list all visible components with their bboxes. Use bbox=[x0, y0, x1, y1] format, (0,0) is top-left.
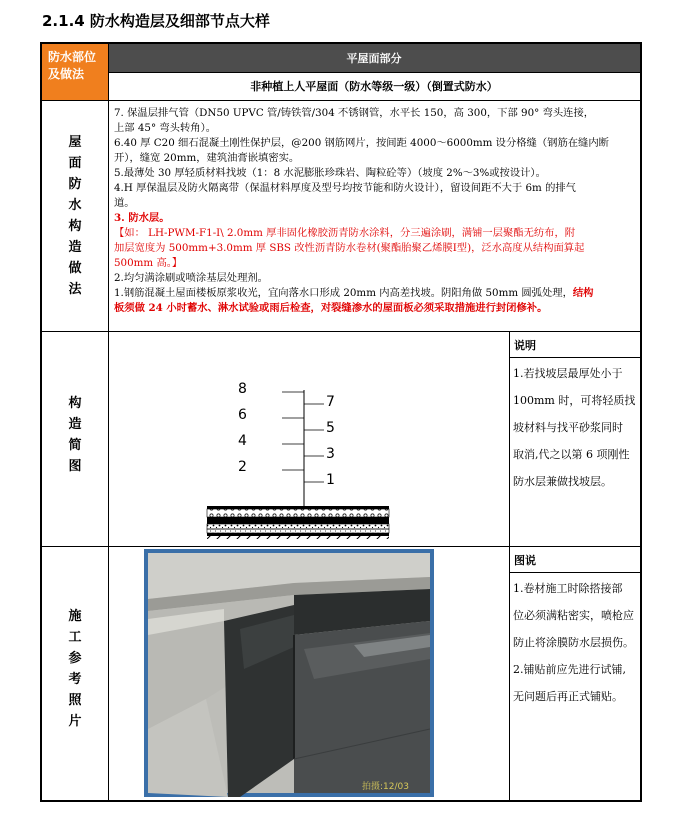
method-item-2: 2.均匀满涂刷或喷涂基层处理剂。 bbox=[114, 272, 268, 284]
note-title: 说明 bbox=[514, 339, 536, 352]
detail-table bbox=[40, 42, 642, 802]
method-item-1: 1.钢筋混凝土屋面楼板原浆收光，宜向落水口形成 20mm 内高差找坡。阴阳角做 50mm 圆弧处理，结构 bbox=[114, 287, 594, 299]
photo-date-stamp: 拍摄:12/03 bbox=[362, 782, 409, 792]
roof-type-subtitle bbox=[108, 72, 640, 100]
caption-title-underline bbox=[509, 572, 640, 573]
row-divider-subtitle bbox=[108, 72, 640, 73]
section-title-bar bbox=[108, 44, 640, 72]
diagram-label-5: 5 bbox=[326, 420, 335, 436]
method-item-7: 7. 保温层排气管（DN50 UPVC 管/铸铁管/304 不锈钢管，水平长 150，高 300，下部 90° 弯头连接， bbox=[114, 107, 595, 119]
note-title-underline bbox=[509, 357, 640, 358]
diagram-label-1: 1 bbox=[326, 472, 335, 488]
diagram-label-7: 7 bbox=[326, 394, 335, 410]
diagram-label-3: 3 bbox=[326, 446, 335, 462]
header-corner-cell bbox=[42, 44, 108, 100]
note-body: 1.若找坡层最厚处小于 100mm 时，可将轻质找 坡材料与找平砂浆同时 取消,代之以第 6 项刚性 防水层兼做找坡层。 bbox=[513, 367, 636, 488]
method-item-3-example-cont: 加层宽度为 500mm+3.0mm 厚 SBS 改性沥青防水卷材(聚酯胎聚乙烯膜Ⅰ型)，泛水高度从结构面算起 bbox=[114, 242, 585, 254]
construction-reference-photo bbox=[144, 549, 434, 797]
construction-method-list bbox=[114, 106, 640, 316]
method-item-1-warning: 板须做 24 小时蓄水、淋水试验或雨后检查，对裂缝渗水的屋面板必须采取措施进行封闭修补。 bbox=[114, 302, 548, 314]
method-item-7-cont: 上部 45° 弯头转角）。 bbox=[114, 122, 217, 134]
caption-title: 图说 bbox=[514, 554, 536, 567]
diagram-label-8: 8 bbox=[238, 381, 247, 397]
methods-row-label: 屋 面 防 水 构 造 做 法 bbox=[68, 135, 82, 297]
method-item-3-example: 【如： LH-PWM-F1-Ⅰ\ 2.0mm 厚非固化橡胶沥青防水涂料，分三遍涂刷，满铺一层聚酯无纺布，附 bbox=[114, 227, 576, 239]
diagram-label-4: 4 bbox=[238, 433, 247, 449]
caption-body: 1.卷材施工时除搭接部 位必须满粘密实，喷枪应 防止将涂膜防水层损伤。 2.铺贴前应先进行试铺, 无问题后再正式铺贴。 bbox=[513, 582, 634, 703]
diagram-row-label: 构 造 简 图 bbox=[68, 396, 82, 474]
method-item-4: 4.H 厚保温层及防火隔离带（保温材料厚度及型号均按节能和防火设计），留设间距不大于 6m 的排气 bbox=[114, 182, 576, 194]
diagram-label-6: 6 bbox=[238, 407, 247, 423]
layer-section-diagram bbox=[152, 344, 402, 539]
page-heading: 2.1.4 防水构造层及细部节点大样 bbox=[42, 12, 270, 30]
method-item-4-cont: 道。 bbox=[114, 197, 135, 209]
row-divider-header bbox=[42, 100, 640, 101]
row-divider-methods bbox=[42, 331, 640, 332]
diagram-label-2: 2 bbox=[238, 459, 247, 475]
photo-row-label: 施 工 参 考 照 片 bbox=[68, 609, 82, 729]
row-divider-diagram bbox=[42, 546, 640, 547]
header-corner-line2: 及做法 bbox=[48, 67, 85, 81]
method-item-3: 3. 防水层。 bbox=[114, 212, 170, 224]
roof-type-text: 非种植上人平屋面（防水等级一级）（倒置式防水） bbox=[250, 80, 498, 93]
method-item-6-cont: 开），缝宽 20mm，建筑油膏嵌填密实。 bbox=[114, 152, 300, 164]
note-column-divider bbox=[509, 331, 510, 800]
method-item-6: 6.40 厚 C20 细石混凝土刚性保护层，@200 钢筋网片，按间距 4000～6000mm 设分格缝（钢筋在缝内断 bbox=[114, 137, 609, 149]
method-item-3-example-end: 500mm 高。】 bbox=[114, 257, 183, 269]
label-column-divider bbox=[108, 44, 109, 800]
header-corner-line1: 防水部位 bbox=[48, 50, 97, 64]
method-item-5: 5.最薄处 30 厚轻质材料找坡（1：8 水泥膨胀珍珠岩、陶粒砼等）（坡度 2%～3%或按设计）。 bbox=[114, 167, 546, 179]
section-title: 平屋面部分 bbox=[346, 52, 402, 65]
